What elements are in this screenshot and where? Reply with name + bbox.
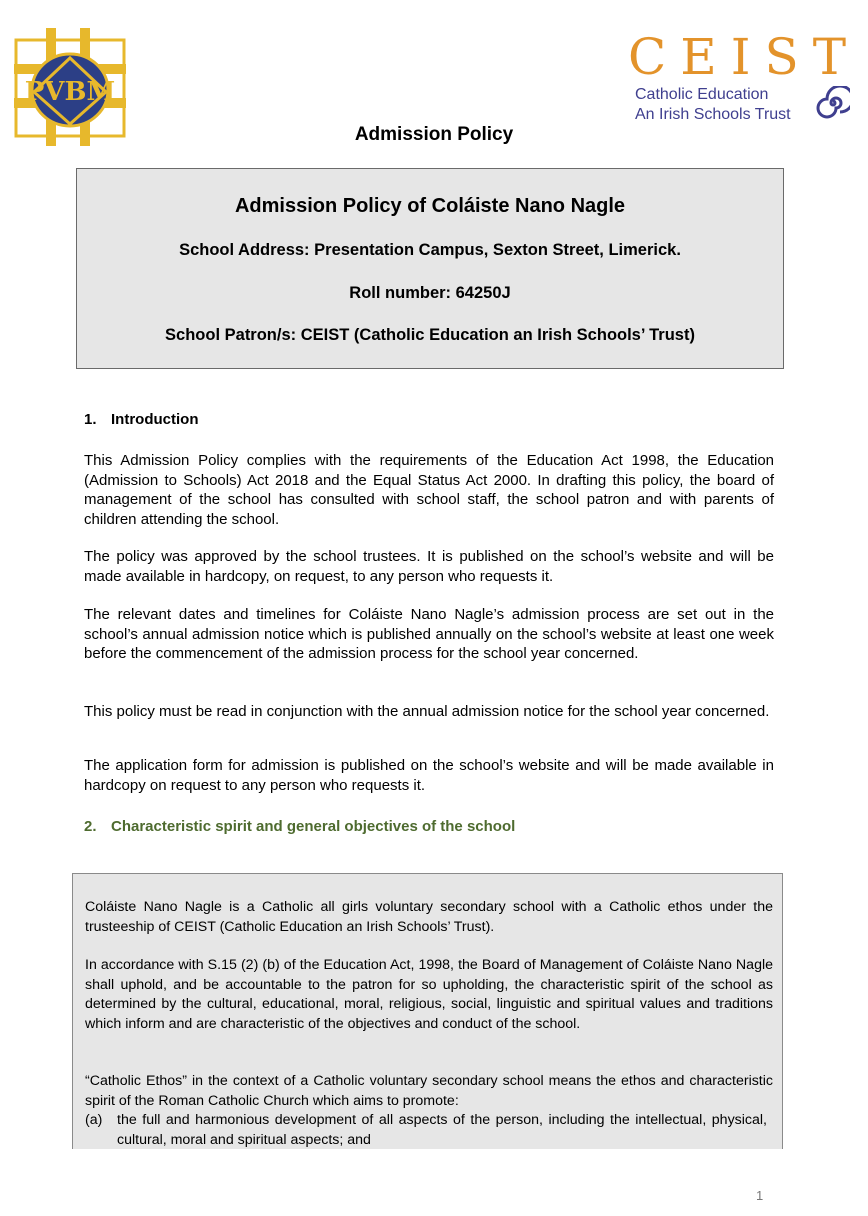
section-2-title: Characteristic spirit and general objectives of the school xyxy=(111,818,516,835)
section-1-heading xyxy=(84,411,198,428)
policy-heading: Admission Policy of Coláiste Nano Nagle xyxy=(234,195,626,217)
characteristic-spirit-box xyxy=(72,873,783,1149)
ceist-wordmark: CEIST xyxy=(628,28,861,86)
document-title: Admission Policy xyxy=(354,124,514,145)
ceist-swirl-icon xyxy=(816,86,850,120)
intro-paragraph-1: This Admission Policy complies with the requirements of the Education Act 1998, the Education (Admission to Schools) Act 2018 and the Equal Status Act 2000. In drafting this policy, the board of management of the school has consulted with school staff, the school patron and with parents of children attending the school. xyxy=(84,452,774,528)
section-2-number: 2. xyxy=(84,818,97,835)
spirit-paragraph-3: “Catholic Ethos” in the context of a Catholic voluntary secondary school means the ethos and characteristic spirit of the Roman Catholic Church which aims to promote: xyxy=(85,1073,773,1109)
page-number: 1 xyxy=(756,1188,764,1203)
list-item-text: the full and harmonious development of all aspects of the person, including the intellectual, physical, cultural, moral and spiritual aspects; and xyxy=(117,1112,767,1148)
ceist-logo xyxy=(624,28,861,128)
intro-paragraph-4: This policy must be read in conjunction with the annual admission notice for the school year concerned. xyxy=(84,703,770,720)
policy-header-box xyxy=(76,168,784,369)
section-1-title: Introduction xyxy=(111,411,199,428)
ceist-subtitle-line2: An Irish Schools Trust xyxy=(635,106,791,123)
intro-paragraph-2: The policy was approved by the school trustees. It is published on the school’s website and will be made available in hardcopy, on request, to any person who requests it. xyxy=(84,548,774,585)
intro-paragraph-5: The application form for admission is published on the school’s website and will be made available in hardcopy on request to any person who requests it. xyxy=(84,757,774,794)
school-patron: School Patron/s: CEIST (Catholic Education an Irish Schools’ Trust) xyxy=(165,326,695,344)
section-2-heading xyxy=(84,818,515,835)
section-1-number: 1. xyxy=(84,411,97,428)
roll-number: Roll number: 64250J xyxy=(349,284,511,302)
spirit-paragraph-1: Coláiste Nano Nagle is a Catholic all girls voluntary secondary school with a Catholic ethos under the trusteeship of CEIST (Catholic Education an Irish Schools’ Trust). xyxy=(85,899,773,935)
ceist-subtitle-line1: Catholic Education xyxy=(635,86,769,103)
intro-paragraph-3: The relevant dates and timelines for Coláiste Nano Nagle’s admission process are set out in the school’s annual admission notice which is published annually on the school’s website at least one week before the commencement of the admission process for the school year concerned. xyxy=(84,606,774,662)
list-item-marker: (a) xyxy=(85,1112,103,1128)
school-address: School Address: Presentation Campus, Sexton Street, Limerick. xyxy=(179,241,681,259)
spirit-paragraph-2: In accordance with S.15 (2) (b) of the Education Act, 1998, the Board of Management of Coláiste Nano Nagle shall uphold, and be accountable to the patron for so upholding, the characteristic spirit of the school as determined by the cultural, educational, moral, religious, social, linguistic and spiritual values and traditions which inform and are characteristic of the objectives and conduct of the school. xyxy=(85,957,773,1032)
list-item xyxy=(85,1111,767,1149)
pvbm-letters: PVBM xyxy=(24,77,116,107)
